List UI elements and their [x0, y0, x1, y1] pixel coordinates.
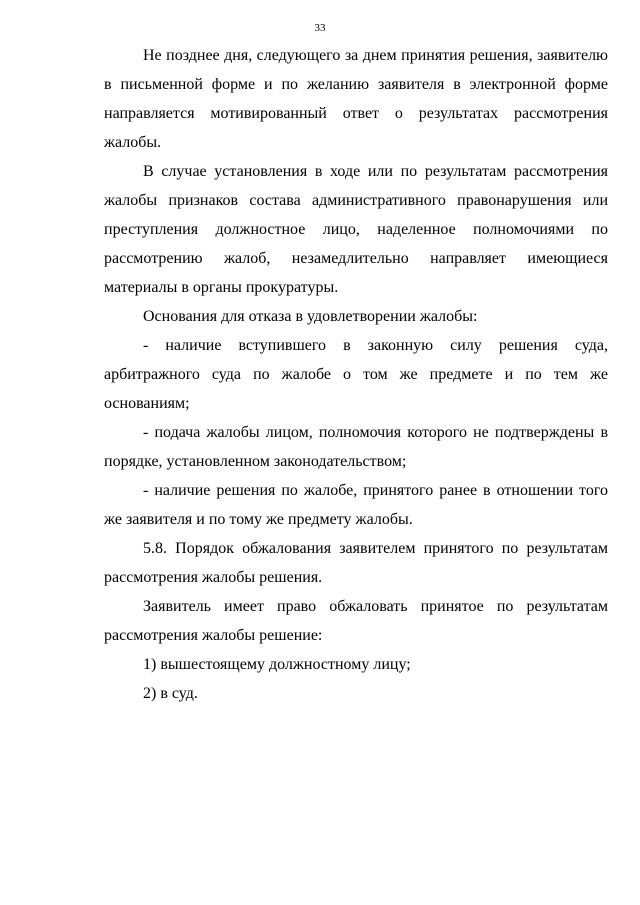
paragraph-appeal-right: Заявитель имеет право обжаловать принятое по результатам рассмотрения жалобы решение:	[104, 598, 608, 644]
list-item-prior-decision: - наличие решения по жалобе, принятого ранее в отношении того же заявителя и по тому же предмету жалобы.	[104, 482, 608, 528]
list-item-court: 2) в суд.	[143, 685, 198, 702]
section-heading-5-8: 5.8. Порядок обжалования заявителем принятого по результатам рассмотрения жалобы решения.	[104, 540, 608, 586]
paragraph-refusal-grounds-heading: Основания для отказа в удовлетворении жалобы:	[143, 308, 478, 325]
document-body	[104, 41, 608, 708]
paragraph-response-deadline: Не позднее дня, следующего за днем принятия решения, заявителю в письменной форме и по желанию заявителя в электронной форме направляется мотивированный ответ о результатах рассмотрения жалобы.	[104, 47, 608, 151]
page-number: 33	[314, 22, 326, 34]
list-item-unconfirmed-authority: - подача жалобы лицом, полномочия которого не подтверждены в порядке, установленном законодательством;	[104, 424, 608, 470]
list-item-court-decision: - наличие вступившего в законную силу решения суда, арбитражного суда по жалобе о том же предмете и по тем же основаниям;	[104, 337, 608, 412]
list-item-higher-official: 1) вышестоящему должностному лицу;	[143, 656, 411, 673]
paragraph-prosecutor-referral: В случае установления в ходе или по результатам рассмотрения жалобы признаков состава административного правонарушения или преступления должностное лицо, наделенное полномочиями по рассмотрению жалоб, незамедлительно направляет имеющиеся материалы в органы прокуратуры.	[104, 163, 608, 296]
